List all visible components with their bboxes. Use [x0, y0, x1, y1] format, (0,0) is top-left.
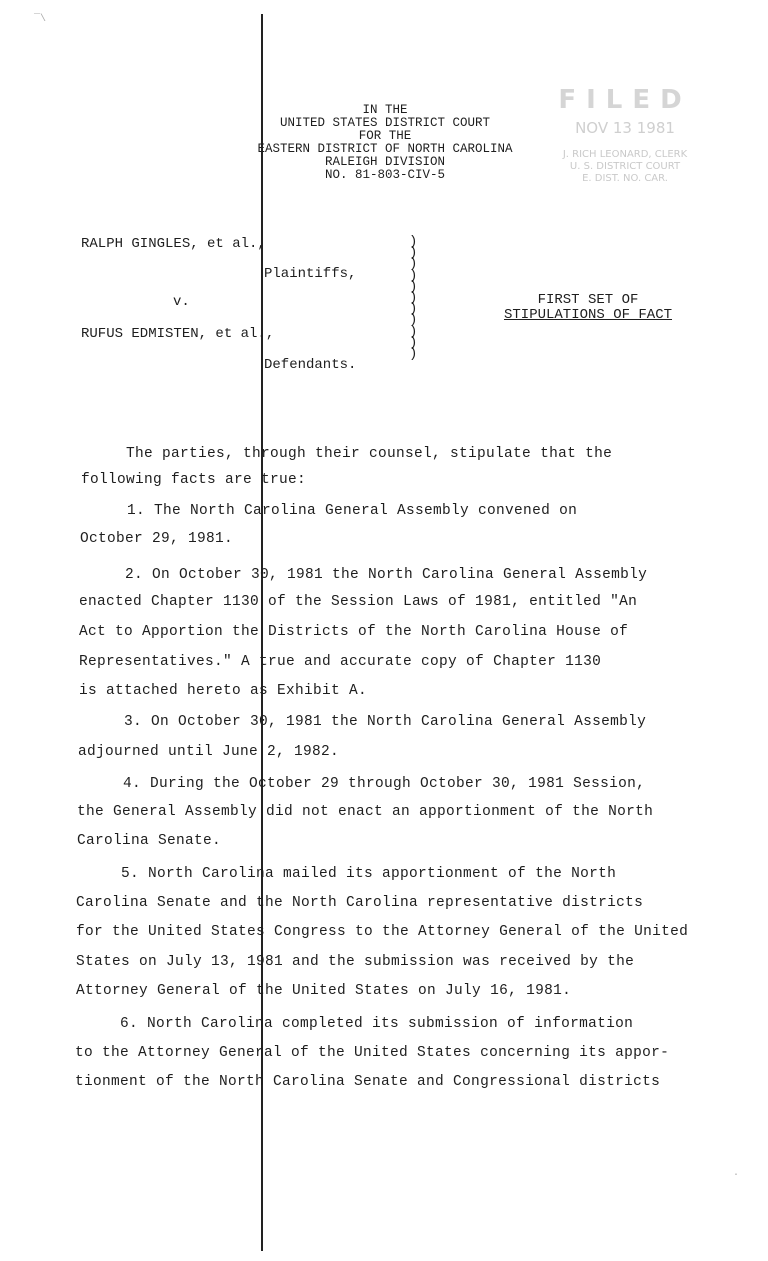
paragraph-4-line-1: 4. During the October 29 through October 30, 1981 Session,: [123, 776, 646, 792]
defendant-role: Defendants.: [264, 357, 357, 373]
defendant-name: RUFUS EDMISTEN, et al.,: [81, 326, 275, 342]
versus: v.: [173, 294, 190, 310]
paragraph-3-line-2: adjourned until June 2, 1982.: [78, 744, 340, 760]
court-line-5: RALEIGH DIVISION: [324, 155, 446, 169]
stray-mark: ·: [733, 1170, 740, 1181]
paragraph-1-line-2: October 29, 1981.: [80, 531, 234, 547]
court-line-4: EASTERN DISTRICT OF NORTH CAROLINA: [257, 142, 513, 156]
corner-mark: ‾\: [34, 14, 47, 25]
stamp-date: NOV 13 1981: [575, 119, 675, 137]
intro-line-2: following facts are true:: [81, 472, 307, 488]
stamp-district: E. DIST. NO. CAR.: [582, 173, 668, 184]
paragraph-3-line-1: 3. On October 30, 1981 the North Carolina General Assembly: [124, 714, 647, 730]
paragraph-5-line-2: Carolina Senate and the North Carolina representative districts: [76, 895, 644, 911]
paragraph-5-line-1: 5. North Carolina mailed its apportionment of the North: [121, 866, 617, 882]
document-title-line-2: STIPULATIONS OF FACT: [503, 307, 673, 323]
stamp-title: FILED: [558, 85, 692, 115]
plaintiff-name: RALPH GINGLES, et al.,: [81, 236, 266, 252]
paragraph-2-line-3: Act to Apportion the Districts of the North Carolina House of: [79, 624, 629, 640]
paragraph-6-line-3: tionment of the North Carolina Senate and Congressional districts: [75, 1074, 661, 1090]
document-title-line-1: FIRST SET OF: [537, 292, 639, 308]
paragraph-1-line-1: 1. The North Carolina General Assembly convened on: [127, 503, 578, 519]
intro-line-1: The parties, through their counsel, stipulate that the: [126, 446, 613, 462]
court-line-1: IN THE: [362, 103, 408, 117]
paragraph-2-line-2: enacted Chapter 1130 of the Session Laws of 1981, entitled "An: [79, 594, 638, 610]
court-line-3: FOR THE: [358, 129, 412, 143]
paragraph-2-line-5: is attached hereto as Exhibit A.: [79, 683, 368, 699]
paragraph-2-line-4: Representatives." A true and accurate copy of Chapter 1130: [79, 654, 602, 670]
plaintiff-role: Plaintiffs,: [264, 266, 357, 282]
stamp-clerk: J. RICH LEONARD, CLERK: [562, 149, 688, 160]
filed-stamp: [540, 85, 710, 215]
paragraph-5-line-4: States on July 13, 1981 and the submission was received by the: [76, 954, 635, 970]
paragraph-6-line-2: to the Attorney General of the United States concerning its appor-: [75, 1045, 670, 1061]
court-line-6: NO. 81-803-CIV-5: [324, 168, 446, 182]
stamp-court: U. S. DISTRICT COURT: [569, 161, 681, 172]
paragraph-4-line-3: Carolina Senate.: [77, 833, 222, 849]
paragraph-5-line-5: Attorney General of the United States on July 16, 1981.: [76, 983, 572, 999]
paragraph-4-line-2: the General Assembly did not enact an apportionment of the North: [77, 804, 654, 820]
court-line-2: UNITED STATES DISTRICT COURT: [279, 116, 491, 130]
paragraph-2-line-1: 2. On October 30, 1981 the North Carolina General Assembly: [125, 567, 648, 583]
paragraph-5-line-3: for the United States Congress to the Attorney General of the United: [76, 924, 689, 940]
caption-parentheses: ) ) ) ) ) ) ) ) ) ) ): [409, 234, 418, 363]
paragraph-6-line-1: 6. North Carolina completed its submission of information: [120, 1016, 634, 1032]
